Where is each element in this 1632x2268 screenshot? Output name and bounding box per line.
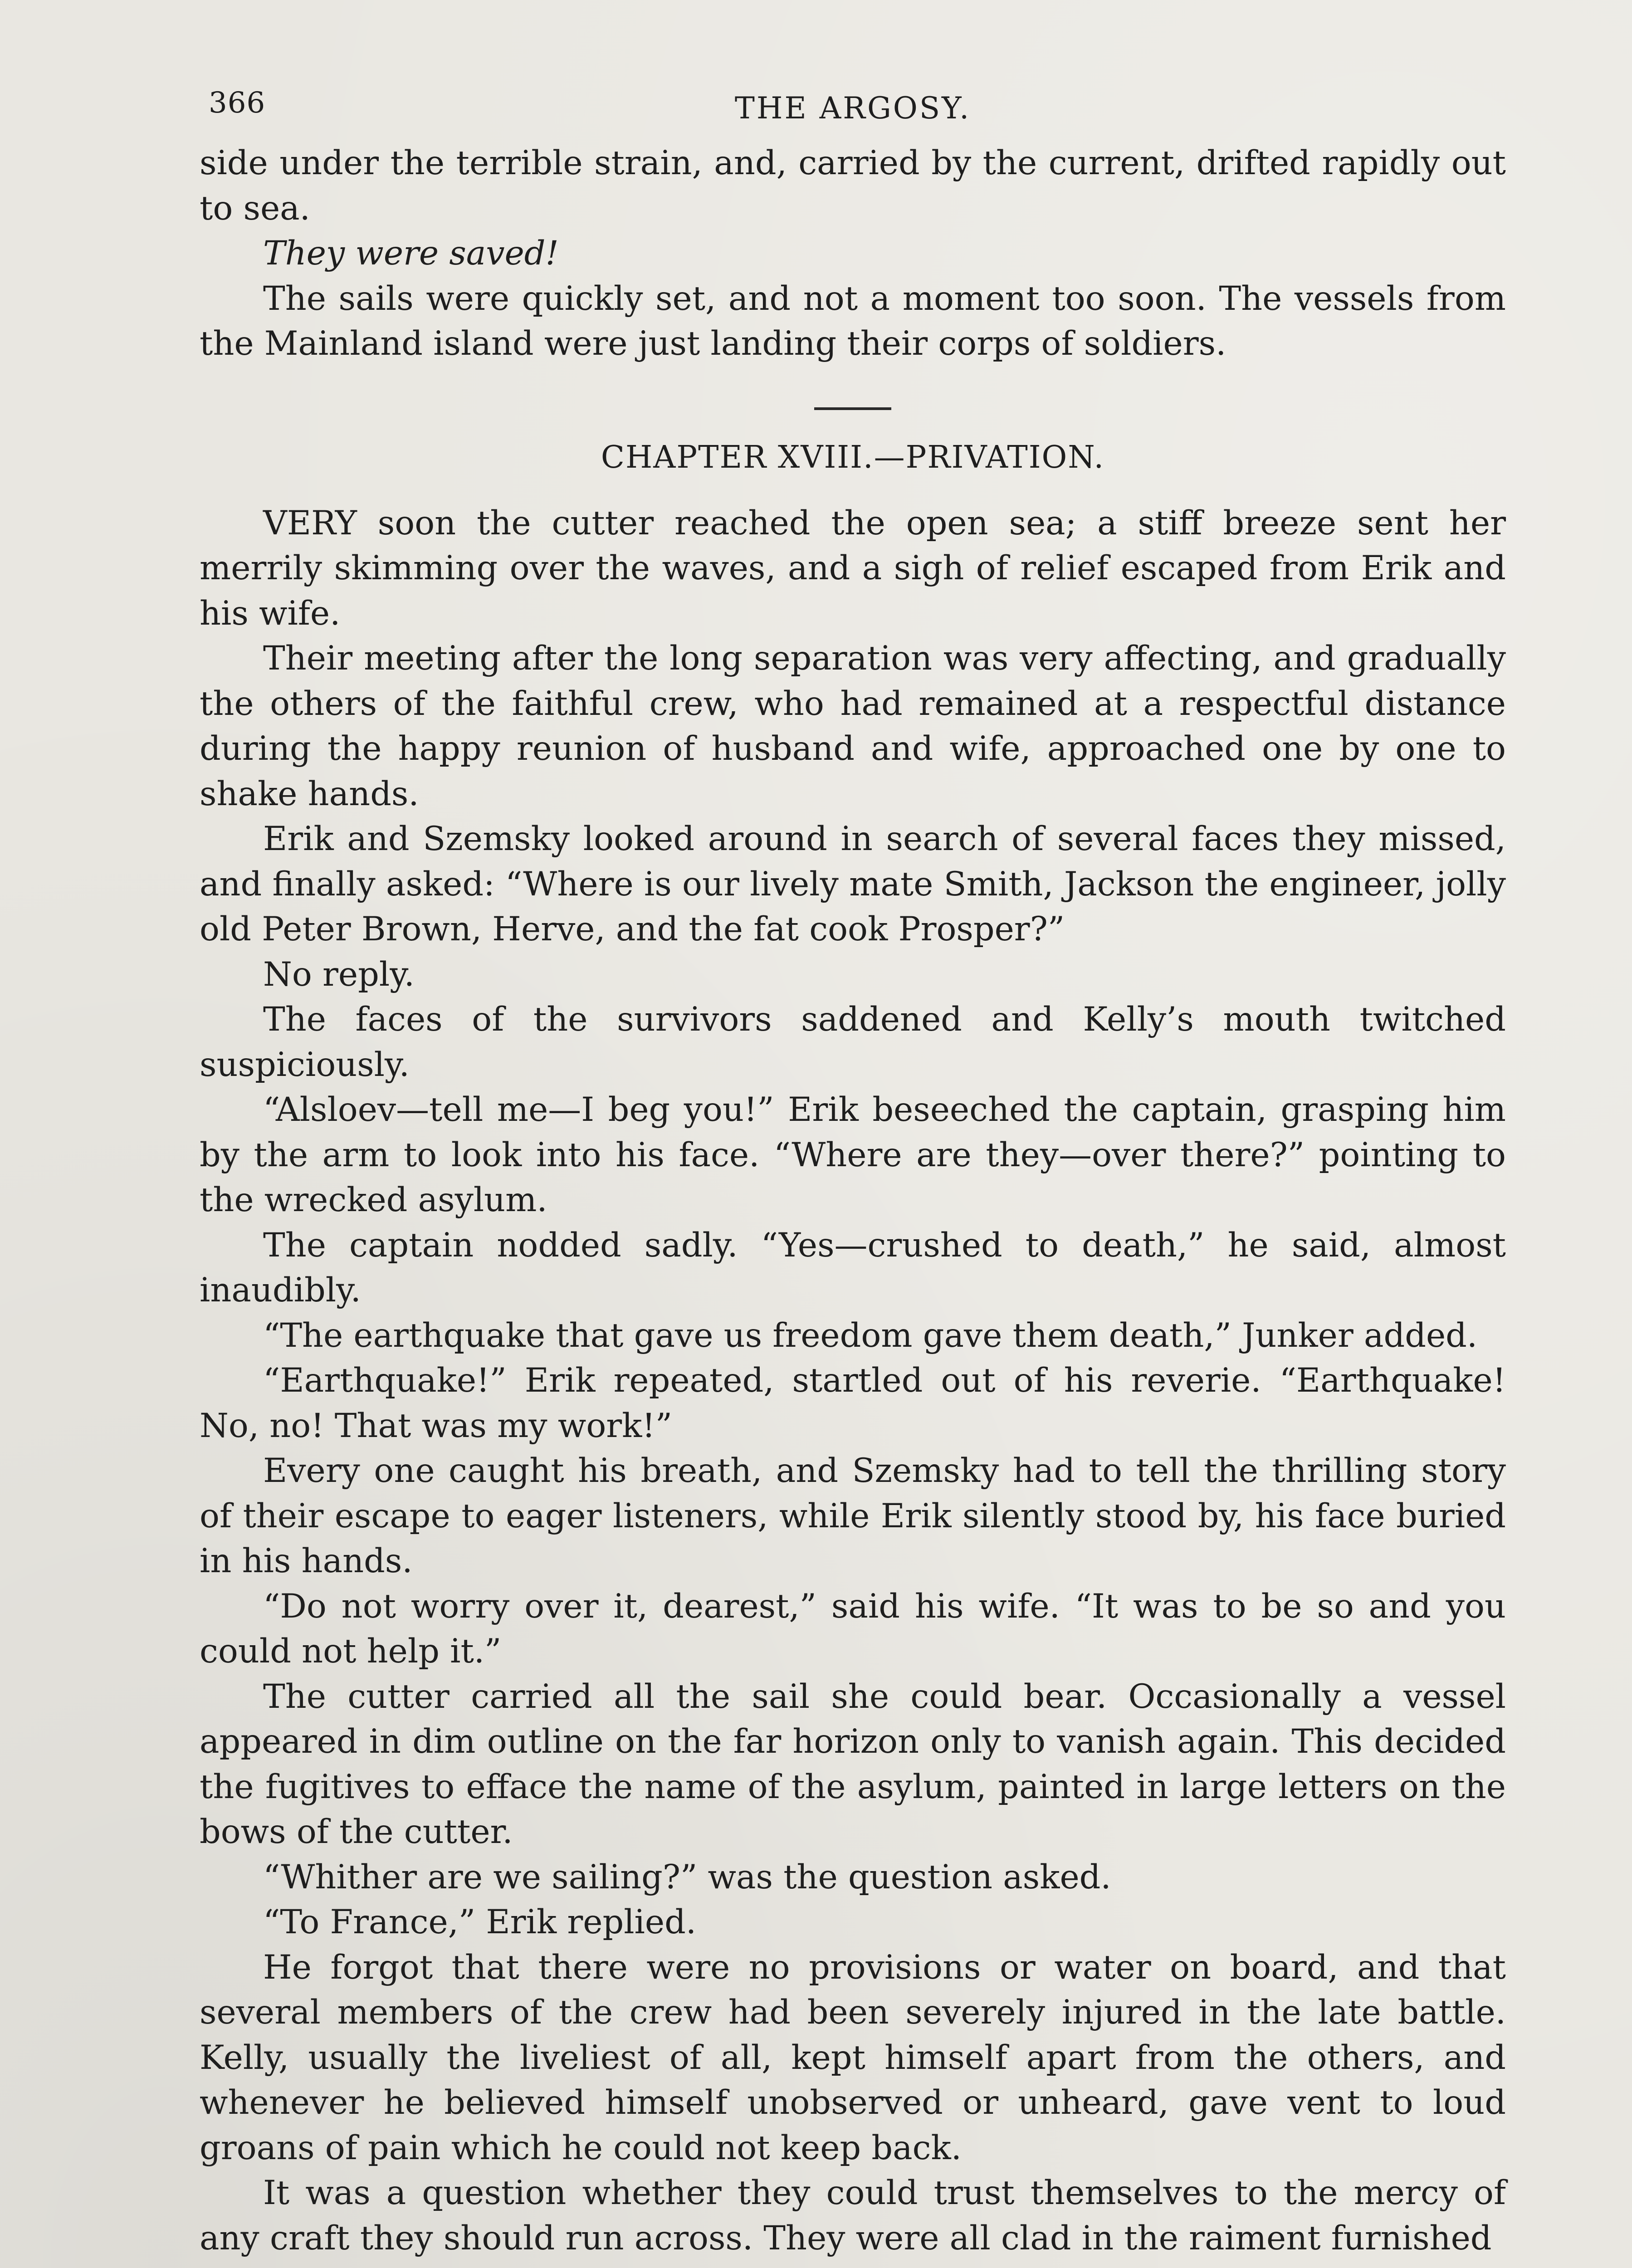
paragraph: No reply.	[263, 955, 415, 994]
paragraph: Their meeting after the long separation was very affecting, and gradually the others of the faithful crew, who had remained at a respectful distance during the happy reunion of husband and wife, approached one by one to shake hands.	[200, 639, 1506, 813]
paragraph: “Whither are we sailing?” was the question asked.	[263, 1857, 1111, 1897]
section-divider	[814, 407, 891, 410]
paragraph: The faces of the survivors saddened and Kelly’s mouth twitched suspiciously.	[200, 1000, 1506, 1084]
paragraph: Every one caught his breath, and Szemsky had to tell the thrilling story of their escape to eager listeners, while Erik silently stood by, his face buried in his hands.	[200, 1452, 1506, 1580]
body-text	[200, 141, 1506, 2261]
paragraph: VERY soon the cutter reached the open sea; a stiff breeze sent her merrily skimming over the waves, and a sigh of relief escaped from Erik and his wife.	[200, 503, 1506, 633]
paragraph: The sails were quickly set, and not a moment too soon. The vessels from the Mainland island were just landing their corps of soldiers.	[200, 279, 1506, 363]
paragraph: “Alsloev—tell me—I beg you!” Erik beseeched the captain, grasping him by the arm to look into his face. “Where are they—over there?” pointing to the wrecked asylum.	[200, 1090, 1506, 1219]
paragraph: Erik and Szemsky looked around in search of several faces they missed, and finally asked: “Where is our lively mate Smith, Jackson the engineer, jolly old Peter Brown, Herve, and the fat cook Prosper?”	[200, 820, 1506, 948]
paragraph: “To France,” Erik replied.	[263, 1903, 697, 1941]
paragraph: They were saved!	[263, 234, 559, 273]
page-number: 366	[209, 86, 266, 120]
paragraph: side under the terrible strain, and, carried by the current, drifted rapidly out to sea.	[200, 144, 1506, 228]
book-page	[200, 82, 1506, 2268]
chapter-heading: CHAPTER XVIII.—PRIVATION.	[601, 439, 1105, 475]
paragraph: It was a question whether they could trust themselves to the mercy of any craft they should run across. They were all clad in the raiment furnished	[200, 2174, 1506, 2258]
paragraph: “Earthquake!” Erik repeated, startled out of his reverie. “Earthquake! No, no! That was my work!”	[200, 1361, 1506, 1445]
paragraph: The captain nodded sadly. “Yes—crushed to death,” he said, almost inaudibly.	[200, 1226, 1506, 1310]
paragraph: “The earthquake that gave us freedom gave them death,” Junker added.	[263, 1316, 1478, 1355]
page-header	[200, 82, 1506, 141]
paragraph: He forgot that there were no provisions or water on board, and that several members of the crew had been severely injured in the late battle. Kelly, usually the liveliest of all, kept himself apart from the others, and whenever he believed himself unobserved or unheard, gave vent to loud groans of pain which he could not keep back.	[200, 1948, 1506, 2167]
running-title: THE ARGOSY.	[734, 91, 971, 126]
paragraph: The cutter carried all the sail she could bear. Occasionally a vessel appeared in dim outline on the far horizon only to vanish again. This decided the fugitives to efface the name of the asylum, painted in large letters on the bows of the cutter.	[200, 1677, 1506, 1851]
paragraph: “Do not worry over it, dearest,” said his wife. “It was to be so and you could not help it.”	[200, 1587, 1506, 1671]
